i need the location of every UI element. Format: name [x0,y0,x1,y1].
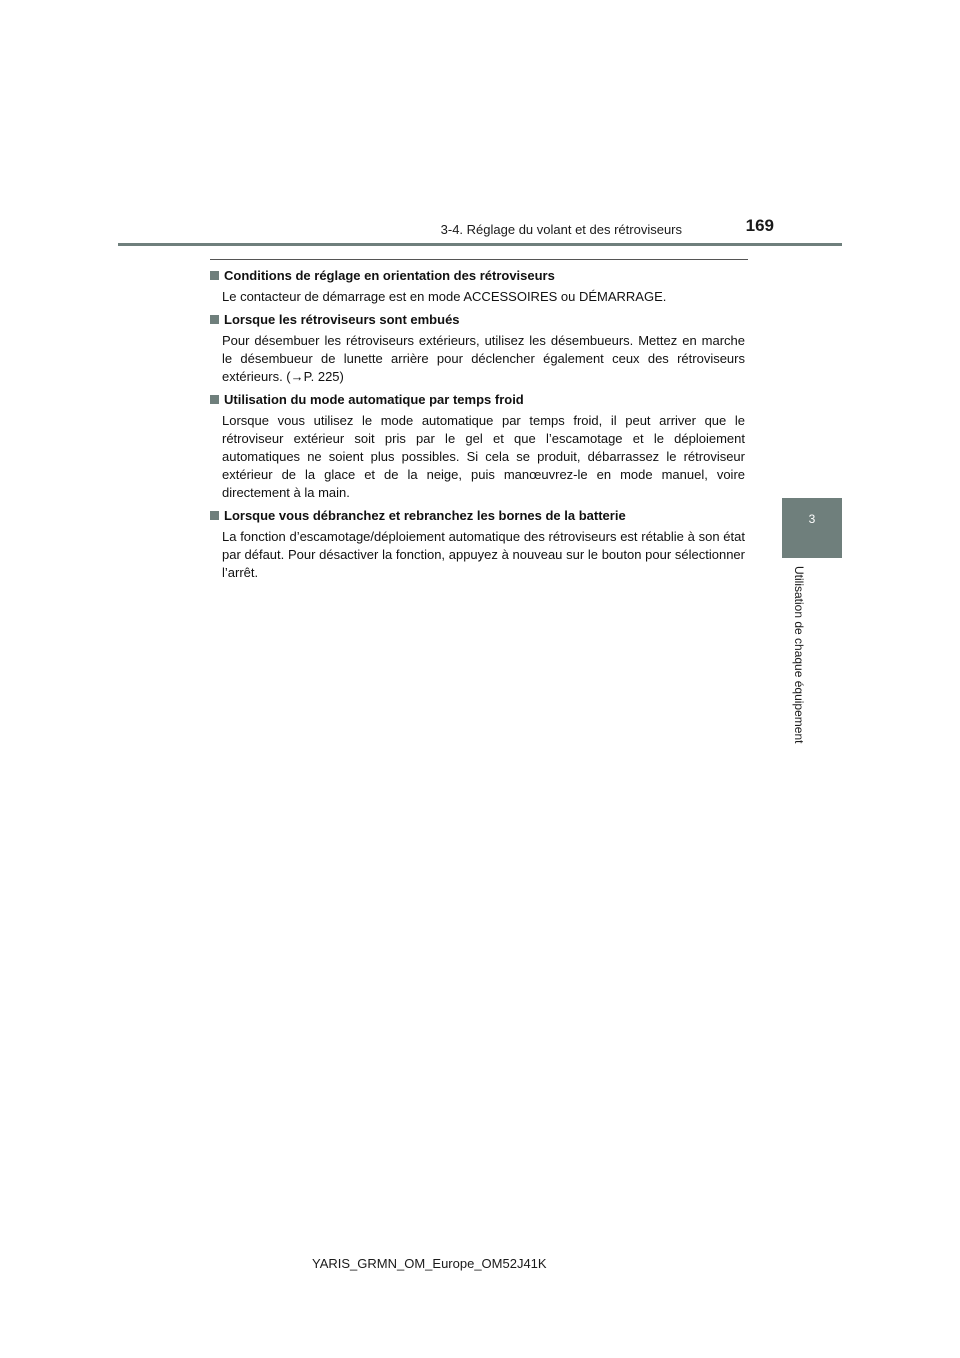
chapter-number: 3 [808,512,816,526]
section-cold-weather-auto-mode [210,391,745,502]
footer-doc-code: YARIS_GRMN_OM_Europe_OM52J41K [312,1256,547,1271]
square-bullet-icon [210,511,219,520]
section-title: Conditions de réglage en orientation des rétroviseurs [224,268,555,283]
section-title: Lorsque les rétroviseurs sont embués [224,312,460,327]
header-rule [118,243,842,246]
section-body: Pour désembuer les rétroviseurs extérieurs, utilisez les désembueurs. Mettez en marche le désembueur de lunette arrière pour déclencher également ceux des rétroviseurs extérieurs. (→P. 225) [222,333,745,384]
section-battery-terminals [210,507,745,582]
section-title: Lorsque vous débranchez et rebranchez les bornes de la batterie [224,508,626,523]
page-number: 169 [745,216,774,235]
chapter-tab [782,498,842,558]
section-body: Lorsque vous utilisez le mode automatique par temps froid, il peut arriver que le rétroviseur extérieur soit pris par le gel et que l’escamotage et le déploiement automatiques ne soient plus possibles. Si cela se produit, débarrassez le rétroviseur extérieur de la glace et de la neige, puis manœuvrez-le en mode manuel, voire directement à la main. [222,413,745,500]
section-title: Utilisation du mode automatique par temps froid [224,392,524,407]
section-mirrors-fogged [210,311,745,386]
section-rule [210,259,748,260]
section-body: Le contacteur de démarrage est en mode ACCESSOIRES ou DÉMARRAGE. [222,289,667,304]
section-mirror-adjust-conditions [210,267,745,306]
main-content [210,267,745,587]
square-bullet-icon [210,315,219,324]
square-bullet-icon [210,395,219,404]
section-body: La fonction d’escamotage/déploiement automatique des rétroviseurs est rétablie à son état par défaut. Pour désactiver la fonction, appuyez à nouveau sur le bouton pour sélectionner l’arrêt. [222,529,745,580]
chapter-label: Utilisation de chaque équipement [792,566,806,744]
header-title: 3-4. Réglage du volant et des rétroviseurs [440,222,682,237]
square-bullet-icon [210,271,219,280]
